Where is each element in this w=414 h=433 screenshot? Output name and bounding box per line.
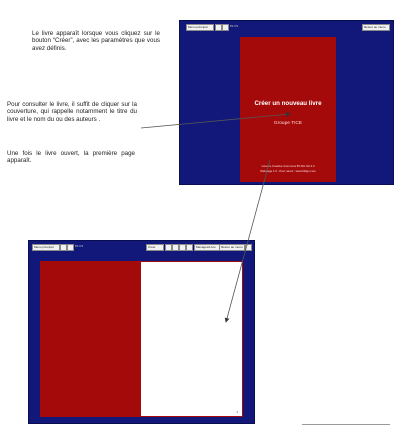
manage-book-button[interactable]: Ménages/Livre [194, 244, 220, 251]
cover-license: Licence Creative Commons BY-NC-SA 3.0 [261, 164, 315, 168]
back-to-menu-button[interactable]: Retour au menu [362, 24, 390, 31]
create-button[interactable]: Créer [146, 244, 164, 251]
page-indicator: P1 P1 [75, 244, 84, 248]
annotation-paragraph-2: Pour consulter le livre, il suffit de cliquer sur la couverture, qui rappelle notamment le titre du livre et le nom du ou des auteurs . [7, 101, 137, 123]
annotation-paragraph-1: Le livre apparaît lorsque vous cliquez sur le bouton “Créer”, avec les paramètres que vous avez définis. [32, 30, 160, 52]
page-number: 1 [236, 410, 238, 414]
cover-title: Créer un nouveau livre [254, 100, 322, 107]
main-menu-button[interactable]: Menu principal [32, 244, 60, 251]
page-indicator: P1 P1 [230, 24, 239, 28]
back-to-menu-button[interactable]: Retour au menu [219, 244, 245, 251]
cover-credits: Webpage 1.0 - Pour retour : www.fifsign.com [260, 169, 316, 173]
annotation-paragraph-3: Une fois le livre ouvert, la première page apparaît. [7, 150, 135, 165]
main-menu-button[interactable]: Menu principal [186, 24, 214, 31]
cover-author: Groupe TICE [273, 121, 303, 126]
arrow-to-cover [141, 114, 290, 128]
arrow-to-first-page [226, 160, 270, 322]
